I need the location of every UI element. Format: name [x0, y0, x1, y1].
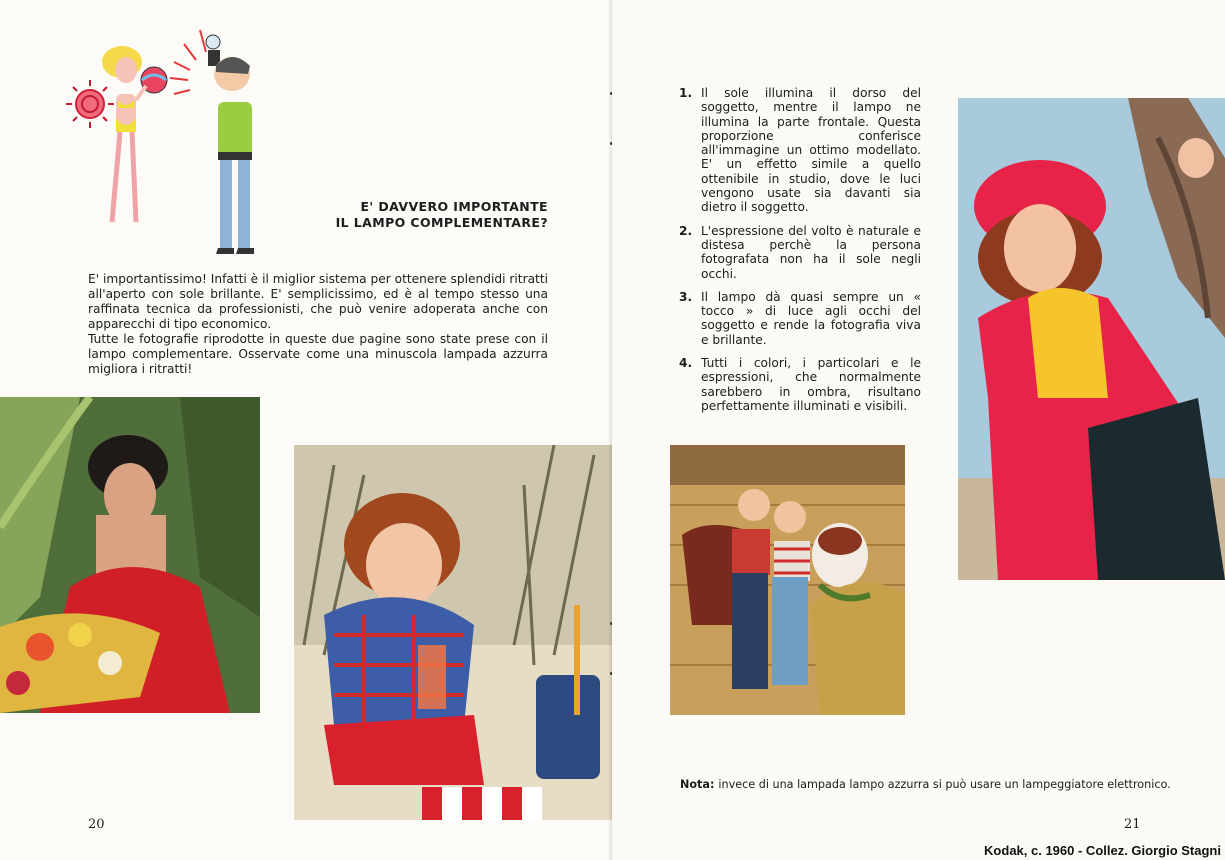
- benefits-list: [677, 86, 921, 422]
- photo-boys-calf: [670, 445, 905, 715]
- photo-woman-red-jacket: [958, 98, 1225, 580]
- heading-line-1: E' DAVVERO IMPORTANTE: [360, 199, 548, 214]
- flash-burst-icon: [170, 30, 206, 94]
- left-page: [0, 0, 612, 860]
- list-item: 4. Tutti i colori, i particolari e le espressioni, che normalmente sarebbero in ombra, risultano perfettamente illuminati e visibili.: [679, 356, 921, 413]
- note-label: Nota:: [680, 778, 715, 791]
- note-text: invece di una lampada lampo azzurra si può usare un lampeggiatore elettronico.: [718, 778, 1171, 791]
- cartoon-illustration: [50, 22, 280, 262]
- list-item: 1. Il sole illumina il dorso del soggetto, mentre il lampo ne illumina la parte frontale. Questa proporzione conferisce all'immagine un ottimo modellato. E' un effetto simile a quello ottenibile in studio, dove le luci vengono usate sia davanti sia dietro il soggetto.: [679, 86, 921, 215]
- intro-paragraph-1: E' importantissimo! Infatti è il miglior sistema per ottenere splendidi ritratti all'aperto con sole brillante. E' semplicissimo, ed è al tempo stesso una raffinata tecnica da professionisti, che può venire adoperata anche con apparecchi di tipo economico.: [88, 272, 548, 331]
- photo-woman-flowers: [0, 397, 260, 713]
- image-credit: Kodak, c. 1960 - Collez. Giorgio Stagni: [984, 843, 1221, 858]
- footnote: [680, 778, 1200, 791]
- section-heading: [300, 199, 548, 231]
- photographer-figure: [206, 35, 254, 254]
- woman-figure: [102, 46, 167, 222]
- page-number-left: 20: [88, 817, 105, 832]
- intro-paragraph-2: Tutte le fotografie riprodotte in queste due pagine sono state prese con il lampo complementare. Osservate come una minuscola lampada azzurra migliora i ritratti!: [88, 332, 548, 376]
- list-item: 2. L'espressione del volto è naturale e distesa perchè la persona fotografata non ha il sole negli occhi.: [679, 223, 921, 281]
- heading-line-2: IL LAMPO COMPLEMENTARE?: [335, 215, 548, 230]
- photo-girl-beach: [294, 445, 612, 820]
- list-item: 3. Il lampo dà quasi sempre un « tocco » di luce agli occhi del soggetto e rende la fotografia viva e brillante.: [679, 289, 921, 347]
- page-number-right: 21: [1124, 817, 1141, 832]
- sun-icon: [66, 80, 114, 128]
- intro-text: [88, 272, 548, 377]
